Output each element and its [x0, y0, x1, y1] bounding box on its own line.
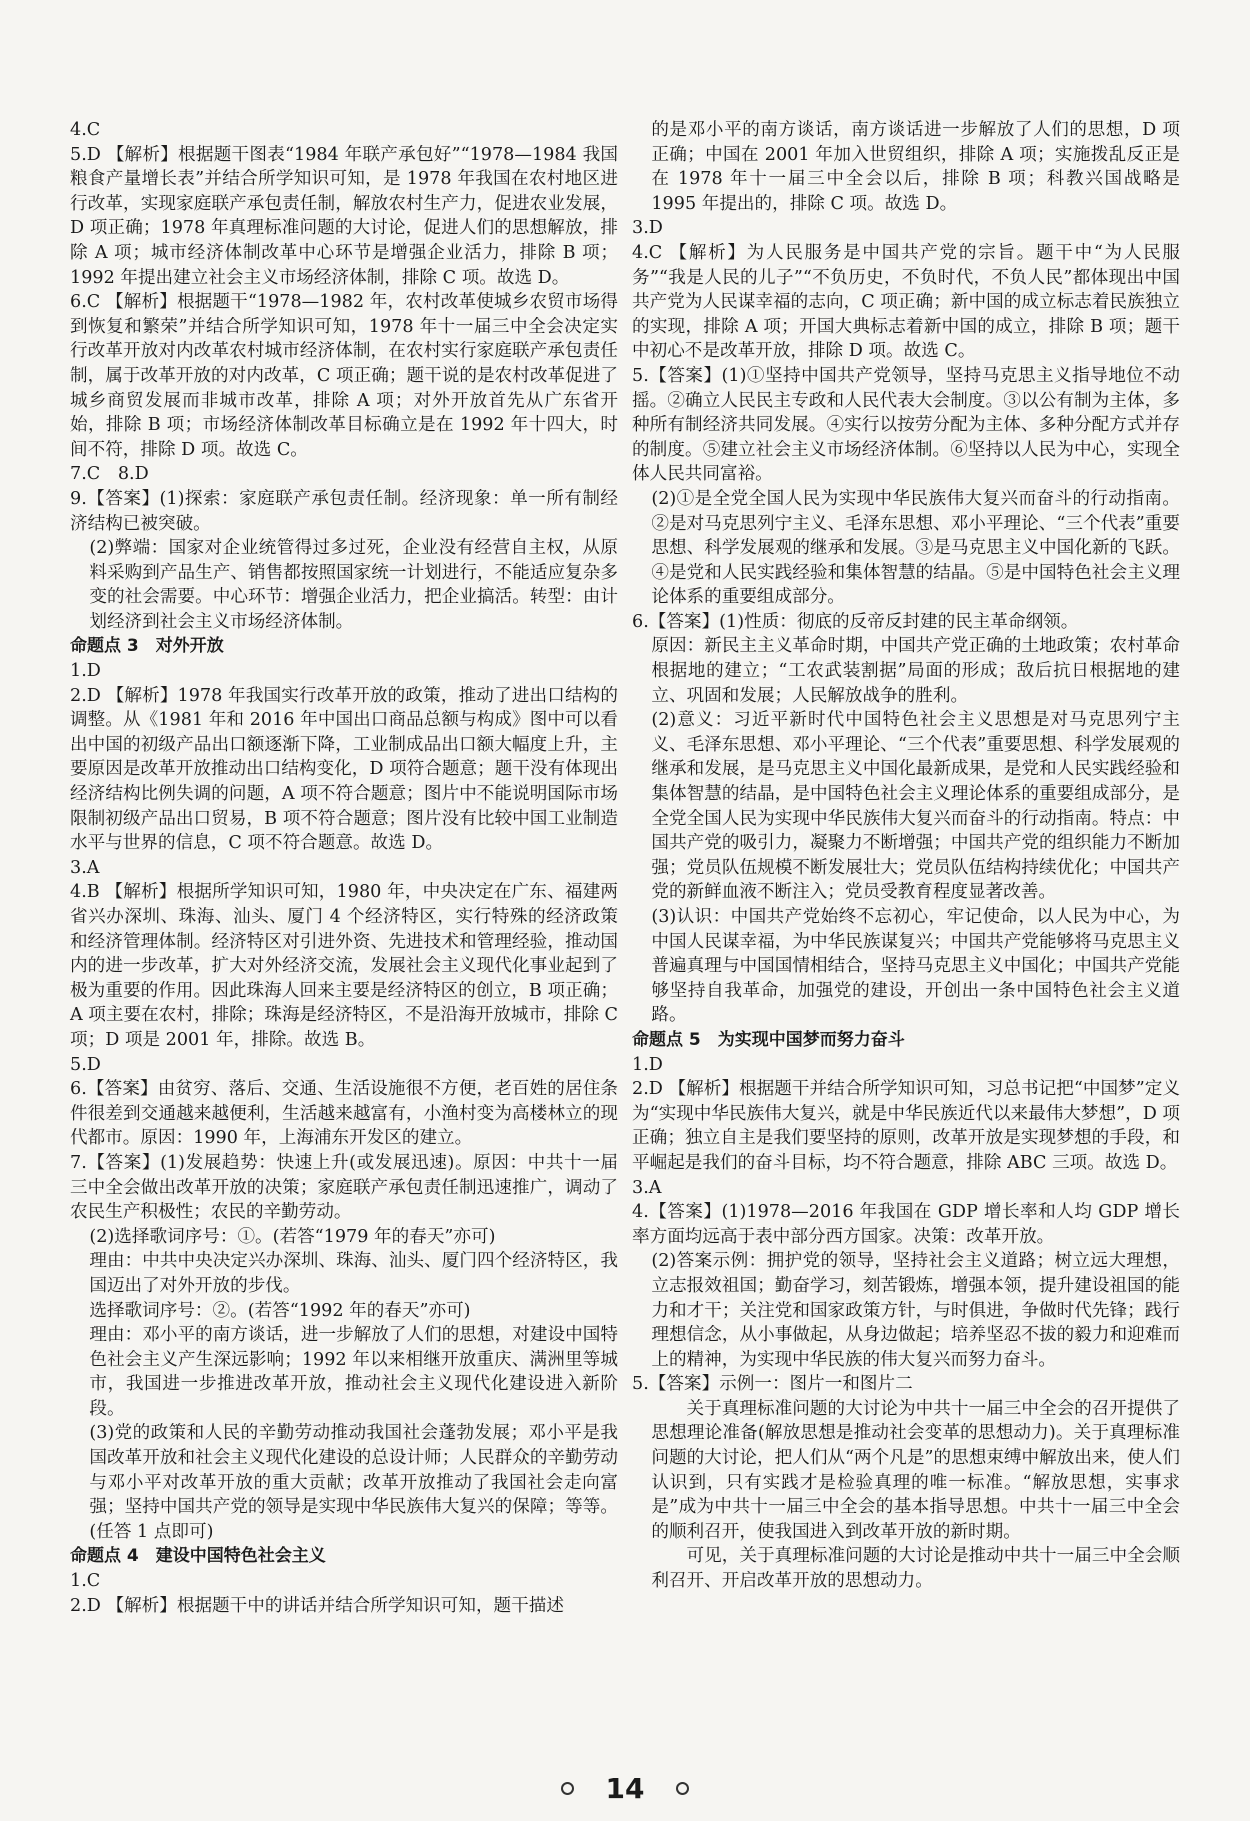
answer-paragraph: (3)党的政策和人民的辛勤劳动推动我国社会蓬勃发展；邓小平是我国改革开放和社会主义现代化建设的总设计师；人民群众的辛勤劳动与邓小平对改革开放的重大贡献；改革开放推动了我国社会走向富强；坚持中国共产党的领导是实现中华民族伟大复兴的保障；等等。(任答 1 点即可) [89, 1423, 618, 1542]
answer-paragraph: 的是邓小平的南方谈话，南方谈话进一步解放了人们的思想，D 项正确；中国在 2001 年加入世贸组织，排除 A 项；实施拨乱反正是在 1978 年十一届三中全会以后，排除 B 项；科教兴国战略是 1995 年提出的，排除 C 项。故选 D。 [651, 120, 1180, 214]
answer-item: 1.D [632, 1054, 663, 1075]
right-column [632, 118, 1180, 1594]
answer-item: 6.【答案】由贫穷、落后、交通、生活设施很不方便，老百姓的居住条件很差到交通越来越便利，生活越来越富有，小渔村变为高楼林立的现代都市。原因：1990 年，上海浦东开发区的建立。 [70, 1079, 618, 1149]
answer-item: 1.D [70, 661, 101, 682]
section-heading: 命题点 5 为实现中国梦而努力奋斗 [632, 1029, 905, 1050]
answer-item: 5.【答案】(1)①坚持中国共产党领导，坚持马克思主义指导地位不动摇。②确立人民民主专政和人民代表大会制度。③以公有制为主体，多种所有制经济共同发展。④实行以按劳分配为主体、多种分配方式并存的制度。⑤建立社会主义市场经济体制。⑥坚持以人民为中心，实现全体人民共同富裕。 [632, 365, 1180, 485]
answer-paragraph: (2)答案示例：拥护党的领导，坚持社会主义道路；树立远大理想，立志报效祖国；勤奋学习，刻苦锻炼，增强本领，提升建设祖国的能力和才干；关注党和国家政策方针，与时俱进，争做时代先锋；践行理想信念，从小事做起，从身边做起；培养坚忍不拔的毅力和迎难而上的精神，为实现中华民族的伟大复兴而努力奋斗。 [651, 1251, 1180, 1370]
answer-paragraph: 原因：新民主主义革命时期，中国共产党正确的土地政策；农村革命根据地的建立；“工农武装割据”局面的形成；敌后抗日根据地的建立、巩固和发展；人民解放战争的胜利。 [651, 636, 1180, 706]
footer-dot-left [561, 1782, 574, 1795]
answer-item: 9.【答案】(1)探索：家庭联产承包责任制。经济现象：单一所有制经济结构已被突破。 [70, 488, 618, 534]
answer-paragraph: (3)认识：中国共产党始终不忘初心，牢记使命，以人民为中心，为中国人民谋幸福，为中华民族谋复兴；中国共产党能够将马克思主义普遍真理与中国国情相结合，坚持马克思主义中国化；中国共产党能够坚持自我革命，加强党的建设，开创出一条中国特色社会主义道路。 [651, 907, 1180, 1026]
section-heading: 命题点 3 对外开放 [70, 636, 224, 657]
answer-paragraph: 关于真理标准问题的大讨论为中共十一届三中全会的召开提供了思想理论准备(解放思想是推动社会变革的思想动力)。关于真理标准问题的大讨论，把人们从“两个凡是”的思想束缚中解放出来，使人们认识到，只有实践才是检验真理的唯一标准。“解放思想，实事求是”成为中共十一届三中全会的基本指导思想。中共十一届三中全会的顺利召开，使我国进入到改革开放的新时期。 [651, 1398, 1180, 1542]
answer-item: 6.C 【解析】根据题干“1978—1982 年，农村改革使城乡农贸市场得到恢复和繁荣”并结合所学知识可知，1978 年十一届三中全会决定实行改革开放对内改革农村城市经济体制，在农村实行家庭联产承包责任制，属于改革开放的对内改革，C 项正确；题干说的是农村改革促进了城乡商贸发展而非城市改革，排除 A 项；对外开放首先从广东省开始，排除 B 项；市场经济体制改革目标确立是在 1992 年十四大，时间不符，排除 D 项。故选 C。 [70, 292, 618, 460]
answer-paragraph: 理由：中共中央决定兴办深圳、珠海、汕头、厦门四个经济特区，我国迈出了对外开放的步伐。 [89, 1251, 618, 1296]
answer-paragraph: (2)意义：习近平新时代中国特色社会主义思想是对马克思列宁主义、毛泽东思想、邓小平理论、“三个代表”重要思想、科学发展观的继承和发展，是马克思主义中国化最新成果，是党和人民实践经验和集体智慧的结晶，是中国特色社会主义理论体系的重要组成部分，是全党全国人民为实现中华民族伟大复兴而奋斗的行动指南。特点：中国共产党的吸引力，凝聚力不断增强；中国共产党的组织能力不断加强；党员队伍规模不断发展壮大；党员队伍结构持续优化；中国共产党的新鲜血液不断注入；党员受教育程度显著改善。 [651, 710, 1180, 903]
answer-item: 4.B 【解析】根据所学知识可知，1980 年，中央决定在广东、福建两省兴办深圳、珠海、汕头、厦门 4 个经济特区，实行特殊的经济政策和经济管理体制。经济特区对引进外资、先进技术和管理经验，推动国内的进一步改革，扩大对外经济交流，发展社会主义现代化事业起到了极为重要的作用。因此珠海人回来主要是经济特区的创立，B 项正确；A 项主要在农村，排除；珠海是经济特区，不是沿海开放城市，排除 C 项；D 项是 2001 年，排除。故选 B。 [70, 882, 618, 1050]
answer-paragraph: 理由：邓小平的南方谈话，进一步解放了人们的思想，对建设中国特色社会主义产生深远影响；1992 年以来相继开放重庆、满洲里等城市，我国进一步推进改革开放，推动社会主义现代化建设进入新阶段。 [89, 1325, 618, 1419]
answer-item: 2.D 【解析】根据题干并结合所学知识可知，习总书记把“中国梦”定义为“实现中华民族伟大复兴，就是中华民族近代以来最伟大梦想”，D 项正确；独立自主是我们要坚持的原则，改革开放是实现梦想的手段，和平崛起是我们的奋斗目标，均不符合题意，排除 ABC 三项。故选 D。 [632, 1079, 1180, 1173]
answer-item: 4.C 【解析】为人民服务是中国共产党的宗旨。题干中“为人民服务”“我是人民的儿子”“不负历史，不负时代，不负人民”都体现出中国共产党为人民谋幸福的志向，C 项正确；新中国的成立标志着民族独立的实现，排除 A 项；开国大典标志着新中国的成立，排除 B 项；题干中初心不是改革开放，排除 D 项。故选 C。 [632, 242, 1180, 362]
page-number: 14 [605, 1772, 645, 1805]
section-heading: 命题点 4 建设中国特色社会主义 [70, 1546, 326, 1567]
answer-item: 3.D [632, 218, 663, 239]
answer-item: 7.【答案】(1)发展趋势：快速上升(或发展迅速)。原因：中共十一届三中全会做出改革开放的决策；家庭联产承包责任制迅速推广，调动了农民生产积极性；农民的辛勤劳动。 [70, 1152, 618, 1223]
answer-item: 3.A [70, 857, 100, 878]
answer-item: 2.D 【解析】根据题干中的讲话并结合所学知识可知，题干描述 [70, 1595, 564, 1616]
answer-item: 5.D 【解析】根据题干图表“1984 年联产承包好”“1978—1984 我国粮食产量增长表”并结合所学知识可知，是 1978 年我国在农村地区进行改革，实现家庭联产承包责任制，解放农村生产力，促进农业发展，D 项正确；1978 年真理标准问题的大讨论，促进人们的思想解放，排除 A 项；城市经济体制改革中心环节是增强企业活力，排除 B 项；1992 年提出建立社会主义市场经济体制，排除 C 项。故选 D。 [70, 144, 618, 288]
left-column [70, 118, 618, 1618]
answer-item: 4.C [70, 120, 101, 140]
answer-paragraph: 可见，关于真理标准问题的大讨论是推动中共十一届三中全会顺利召开、开启改革开放的思想动力。 [651, 1546, 1180, 1592]
answer-item: 2.D 【解析】1978 年我国实行改革开放的政策，推动了进出口结构的调整。从《1981 年和 2016 年中国出口商品总额与构成》图中可以看出中国的初级产品出口额逐渐下降，工业制成品出口额大幅度上升，主要原因是改革开放推动出口结构变化，D 项符合题意；题干没有体现出经济结构比例失调的问题，A 项不符合题意；图片中不能说明国际市场限制初级产品出口贸易，B 项不符合题意；图片没有比较中国工业制造水平与世界的信息，C 项不符合题意。故选 D。 [70, 685, 618, 854]
answer-item: 7.C 8.D [70, 464, 149, 485]
answer-item: 5.D [70, 1054, 101, 1075]
answer-paragraph: 选择歌词序号：②。(若答“1992 年的春天”亦可) [89, 1300, 471, 1321]
answer-item: 3.A [632, 1177, 662, 1198]
footer-dot-right [676, 1782, 689, 1795]
answer-item: 1.C [70, 1571, 101, 1592]
answer-paragraph: (2)①是全党全国人民为实现中华民族伟大复兴而奋斗的行动指南。②是对马克思列宁主义、毛泽东思想、邓小平理论、“三个代表”重要思想、科学发展观的继承和发展。③是马克思主义中国化新的飞跃。④是党和人民实践经验和集体智慧的结晶。⑤是中国特色社会主义理论体系的重要组成部分。 [651, 488, 1180, 608]
answer-paragraph: (2)选择歌词序号：①。(若答“1979 年的春天”亦可) [89, 1226, 496, 1247]
answer-item: 5.【答案】示例一：图片一和图片二 [632, 1374, 913, 1395]
answer-item: 6.【答案】(1)性质：彻底的反帝反封建的民主革命纲领。 [632, 611, 1079, 632]
page-footer [0, 1772, 1250, 1805]
answer-paragraph: (2)弊端：国家对企业统管得过多过死，企业没有经营自主权，从原料采购到产品生产、销售都按照国家统一计划进行，不能适应复杂多变的社会需要。中心环节：增强企业活力，把企业搞活。转型：由计划经济到社会主义市场经济体制。 [89, 538, 618, 632]
answer-item: 4.【答案】(1)1978—2016 年我国在 GDP 增长率和人均 GDP 增长率方面均远高于表中部分西方国家。决策：改革开放。 [632, 1202, 1180, 1247]
